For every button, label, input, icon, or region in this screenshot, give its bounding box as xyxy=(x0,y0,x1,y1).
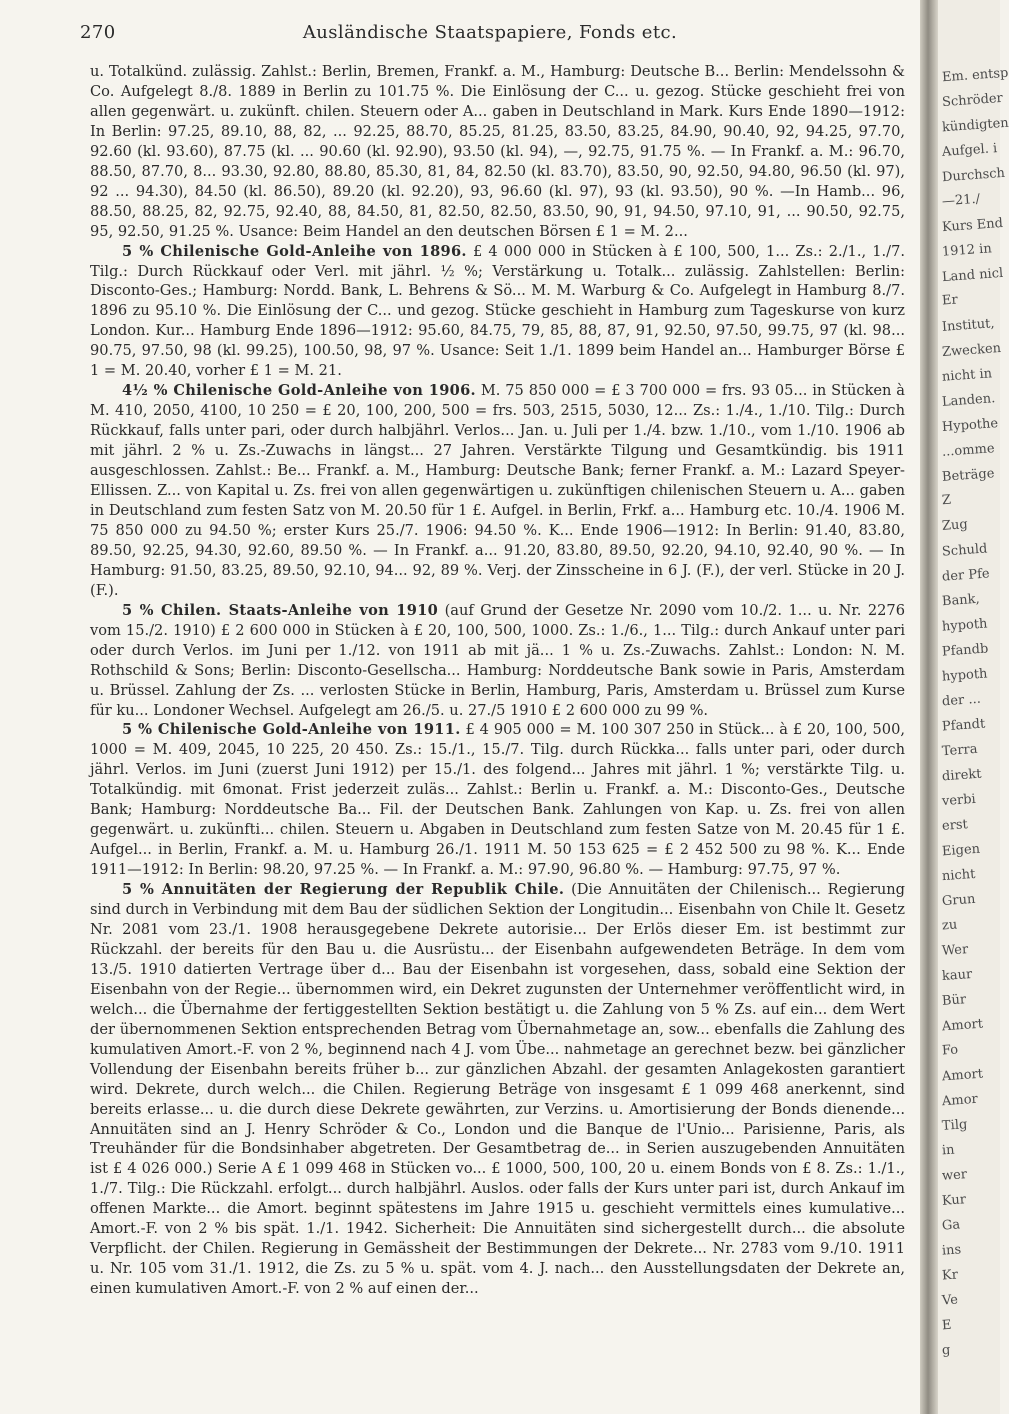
adjacent-page-fragment: Schröder xyxy=(941,90,1004,111)
body-text xyxy=(90,62,905,1299)
adjacent-page-fragment: nicht in xyxy=(941,366,993,385)
adjacent-page-fragment: g xyxy=(941,1342,951,1359)
adjacent-page-fragment: Ga xyxy=(941,1217,961,1234)
adjacent-page-fragment: Amort xyxy=(941,1016,984,1035)
adjacent-page-fragment: Pfandb xyxy=(941,641,989,660)
adjacent-page-fragment: Bür xyxy=(941,992,967,1009)
adjacent-page-fragment: ...omme xyxy=(941,441,996,460)
adjacent-page-fragment: nicht xyxy=(941,866,976,885)
adjacent-page-fragment: kündigten xyxy=(941,115,1009,136)
adjacent-page-fragment: Zwecken xyxy=(941,340,1002,361)
entry-1910-state-loan xyxy=(90,601,905,721)
adjacent-page-fragment: der ... xyxy=(941,691,982,710)
adjacent-page-fragment: Schuld xyxy=(941,541,988,560)
adjacent-page-fragment: Bank, xyxy=(941,591,981,610)
adjacent-page-fragment: Eigen xyxy=(941,841,981,860)
adjacent-page-fragment: Z xyxy=(941,492,952,509)
adjacent-page-fragment: Grun xyxy=(941,891,976,910)
adjacent-page-fragment: Land nicl xyxy=(941,265,1004,286)
entry-title: 5 % Chilenische Gold-Anleihe von 1911. xyxy=(122,721,461,739)
entry-text: (auf Grund der Gesetze Nr. 2090 vom 10./2. 1... u. Nr. 2276 vom 15./2. 1910) £ 2 600 000 in Stücken à £ 20, 100, 500, 1000. Zs.: 1./6., 1... Tilg.: durch Ankauf unter pari oder durch Verlos. im Juni per 1./12. von 1911 ab mit jä... 1 % u. Zs.-Zuwachs. Zahlst.: London: N. M. Rothschild & Sons; Berlin: Disconto-Gesellscha... Hamburg: Norddeutsche Bank sowie in Paris, Amsterdam u. Brüssel. Zahlung der Zs. ... verlosten Stücke in Berlin, Hamburg, Paris, Amsterdam u. Brüssel zum Kurse für ku... Londoner Wechsel. Aufgelegt am 26./5. u. 27./5 1910 £ 2 600 000 zu 99 %. xyxy=(90,601,906,719)
adjacent-page-fragment: Kur xyxy=(941,1192,967,1209)
adjacent-page-fragment: in xyxy=(941,1142,956,1159)
adjacent-page-fragment: erst xyxy=(941,817,969,834)
adjacent-page-fragment: Ve xyxy=(941,1292,959,1309)
adjacent-page-edge xyxy=(938,0,1009,1414)
book-gutter xyxy=(920,0,938,1414)
entry-text: M. 75 850 000 = £ 3 700 000 = frs. 93 05... in Stücken à M. 410, 2050, 4100, 10 250 = £ 20, 100, 200, 500 = frs. 503, 2515, 5030, 12... Zs.: 1./4., 1./10. Tilg.: Durch Rückkauf, falls unter pari, oder durch halbjährl. Verlos... Jan. u. Juli per 1./4. bzw. 1./10., vom 1./10. 1906 ab mit jährl. 2 % u. Zs.-Zuwachs in längst... 27 Jahren. Verstärkte Tilgung und Gesamtkündig. bis 1911 ausgeschlossen. Zahlst.: Be... Frankf. a. M., Hamburg: Deutsche Bank; ferner Frankf. a. M.: Lazard Speyer-Ellissen. Z... von Kapital u. Zs. frei von allen gegenwärtigen u. zukünftigen chilenischen Steuern u. A... gaben in Deutschland zum festen Satz von M. 20.50 für 1 £. Aufgel. in Berlin, Frkf. a... Hamburg etc. 10./4. 1906 M. 75 850 000 zu 94.50 %; erster Kurs 25./7. 1906: 94.50 %. K... Ende 1906—1912: In Berlin: 91.40, 83.80, 89.50, 92.25, 94.30, 92.60, 89.50 %. — In Frankf. a... 91.20, 83.80, 89.50, 92.20, 94.10, 92.40, 90 %. — In Hamburg: 91.50, 83.25, 89.50, 92.10, 94... 92, 89 %. Verj. der Zinsscheine in 6 J. (F.), der verl. Stücke in 20 J. (F.). xyxy=(90,382,906,599)
entry-title: 4½ % Chilenische Gold-Anleihe von 1906. xyxy=(122,382,476,400)
adjacent-page-fragment: Terra xyxy=(941,741,979,760)
entry-1896-gold-loan xyxy=(90,242,905,382)
entry-text: £ 4 000 000 in Stücken à £ 100, 500, 1... Zs.: 2./1., 1./7. Tilg.: Durch Rückkauf oder Verl. mit jährl. ½ %; Verstärkung u. Totalk... zulässig. Zahlstellen: Berlin: Disconto-Ges.; Hamburg: Nordd. Bank, L. Behrens & Sö... M. M. Warburg & Co. Aufgelegt in Hamburg 8./7. 1896 zu 95.10 %. Die Einlösung der C... und gezog. Stücke geschieht in Hamburg zum Tageskurse von kurz London. Kur... Hamburg Ende 1896—1912: 95.60, 84.75, 79, 85, 88, 87, 91, 92.50, 97.50, 99.75, 97 (kl. 98... 90.75, 97.50, 98 (kl. 99.25), 100.50, 98, 97 %. Usance: Seit 1./1. 1899 beim Handel an... Hamburger Börse £ 1 = M. 20.40, vorher £ 1 = M. 21. xyxy=(90,242,906,380)
entry-1911-gold-loan xyxy=(90,720,905,880)
adjacent-page-fragment: Zug xyxy=(941,517,969,534)
adjacent-page-fragment: Aufgel. i xyxy=(941,141,998,160)
running-head xyxy=(80,22,900,50)
adjacent-page-fragment: hypoth xyxy=(941,616,988,635)
adjacent-page-fragment: verbi xyxy=(941,791,977,810)
adjacent-page-fragment: Hypothe xyxy=(941,416,999,435)
adjacent-page-fragment: Amor xyxy=(941,1091,979,1110)
adjacent-page-fragment: direkt xyxy=(941,766,982,785)
adjacent-page-fragment: Beträge xyxy=(941,466,995,485)
page-number: 270 xyxy=(80,22,116,43)
entry-annuities-chile xyxy=(90,880,905,1299)
paragraph-text: u. Totalkünd. zulässig. Zahlst.: Berlin, Bremen, Frankf. a. M., Hamburg: Deutsche B... Berlin: Mendelssohn & Co. Aufgelegt 8./8. 1889 in Berlin zu 101.75 %. Die Einlösung der C... u. gezog. Stücke geschieht frei von allen gegenwärt. u. zukünft. chilen. Steuern oder A... gaben in Deutschland in Mark. Kurs Ende 1890—1912: In Berlin: 97.25, 89.10, 88, 82, ... 92.25, 88.70, 85.25, 81.25, 83.50, 83.25, 84.90, 90.40, 92, 94.25, 97.70, 92.60 (kl. 93.60), 87.75 (kl. ... 90.60 (kl. 92.90), 93.50 (kl. 94), —, 92.75, 91.75 %. — In Frankf. a. M.: 96.70, 88.50, 87.70, 8... 93.30, 92.80, 88.80, 85.30, 81, 84, 82.50 (kl. 83.70), 83.50, 90, 92.50, 94.80, 96.50 (kl. 97), 92 ... 94.30), 84.50 (kl. 86.50), 89.20 (kl. 92.20), 93, 96.60 (kl. 97), 93 (kl. 93.50), 90 %. —In Hamb... 96, 88.50, 88.25, 82, 92.75, 92.40, 88, 84.50, 81, 82.50, 82.50, 83.50, 90, 91, 94.50, 97.10, 91, ... 90.50, 92.75, 95, 92.50, 91.25 %. Usance: Beim Handel an den deutschen Börsen £ 1 = M. 2... xyxy=(90,63,905,240)
adjacent-page-fragment: Kr xyxy=(941,1267,959,1284)
adjacent-page-fragment: wer xyxy=(941,1167,968,1184)
entry-title: 5 % Chilenische Gold-Anleihe von 1896. xyxy=(122,242,467,260)
adjacent-page-fragment: hypoth xyxy=(941,666,988,685)
entry-title: 5 % Chilen. Staats-Anleihe von 1910 xyxy=(122,601,439,619)
adjacent-page-fragment: Kurs End xyxy=(941,215,1004,236)
adjacent-page-fragment: Amort xyxy=(941,1066,984,1085)
page-header-title: Ausländische Staatspapiere, Fonds etc. xyxy=(302,22,678,43)
adjacent-page-fragment: Institut, xyxy=(941,316,995,335)
paragraph-continuation xyxy=(90,62,905,242)
adjacent-page-fragment: der Pfe xyxy=(941,566,991,585)
entry-1906-gold-loan xyxy=(90,381,905,600)
adjacent-page-fragment: Tilg xyxy=(941,1117,968,1134)
entry-text: (Die Annuitäten der Chilenisch... Regierung sind durch in Verbindung mit dem Bau der südlichen Sektion der Longitudin... Eisenbahn von Chile lt. Gesetz Nr. 2081 vom 23./1. 1908 herausgegebene Dekrete autorisie... Der Erlös dieser Em. ist bestimmt zur Rückzahl. der bereits für den Bau u. die Ausrüstu... der Eisenbahn aufgewendeten Beträge. In dem vom 13./5. 1910 datierten Vertrage über d... Bau der Eisenbahn ist vorgesehen, dass, sobald eine Sektion der Eisenbahn von der Regie... übernommen wird, ein Dekret zugunsten der Unternehmer veröffentlicht wird, in welch... die Übernahme der fertiggestellten Sektion bestätigt u. die Zahlung von 5 % Zs. auf ein... dem Wert der übernommenen Sektion entsprechenden Betrag vom Übernahmetage an, sow... ebenfalls die Zahlung des kumulativen Amort.-F. von 2 %, beginnend nach 4 J. vom Übe... nahmetage an gerechnet bezw. bei gänzlicher Vollendung der Eisenbahn bereits früher b... zur gänzlichen Abzahl. der gesamten Anlagekosten garantiert wird. Dekrete, durch welch... die Chilen. Regierung Beträge von insgesamt £ 1 099 468 anerkennt, sind bereits erlasse... u. die durch diese Dekrete gewährten, zur Verzins. u. Amortisierung der Bonds dienende... Annuitäten sind an J. Henry Schröder & Co., London und die Banque de l'Unio... Parisienne, Paris, als Treuhänder für die Bondsinhaber abgetreten. Der Gesamtbetrag de... in Serien auszugebenden Annuitäten ist £ 4 026 000.) Serie A £ 1 099 468 in Stücken vo... £ 1000, 500, 100, 20 u. einem Bonds von £ 8. Zs.: 1./1., 1./7. Tilg.: Die Rückzahl. erfolgt... durch halbjährl. Auslos. oder falls der Kurs unter pari ist, durch Ankauf im offenen Markte... die Amort. beginnt spätestens im Jahre 1915 u. geschieht vermittels eines kumulative... Amort.-F. von 2 % bis spät. 1./1. 1942. Sicherheit: Die Annuitäten sind sichergestellt durch... die absolute Verpflicht. der Chilen. Regierung in Gemässheit der Bestimmungen der Dekrete... Nr. 2783 vom 9./10. 1911 u. Nr. 105 vom 31./1. 1912, die Zs. zu 5 % u. spät. vom 4. J. nach... den Ausstellungsdaten der Dekrete an, einen kumulativen Amort.-F. von 2 % auf einen der... xyxy=(90,881,906,1298)
adjacent-page-fragment: Fo xyxy=(941,1042,959,1059)
adjacent-page-fragment: ins xyxy=(941,1242,962,1259)
adjacent-page-fragment: Wer xyxy=(941,942,969,959)
entry-text: £ 4 905 000 = M. 100 307 250 in Stück... à £ 20, 100, 500, 1000 = M. 409, 2045, 10 225, 20 450. Zs.: 15./1., 15./7. Tilg. durch Rückka... falls unter pari, oder durch jährl. Verlos. im Juni (zuerst Juni 1912) per 15./1. des folgend... Jahres mit jährl. 1 %; verstärkte Tilg. u. Totalkündig. mit 6monat. Frist jederzeit zuläs... Zahlst.: Berlin u. Frankf. a. M.: Disconto-Ges., Deutsche Bank; Hamburg: Norddeutsche Ba... Fil. der Deutschen Bank. Zahlungen von Kap. u. Zs. frei von allen gegenwärt. u. zukünfti... chilen. Steuern u. Abgaben in Deutschland zum festen Satze von M. 20.45 für 1 £. Aufgel... in Berlin, Frankf. a. M. u. Hamburg 26./1. 1911 M. 50 153 625 = £ 2 452 500 zu 98 %. K... Ende 1911—1912: In Berlin: 98.20, 97.25 %. — In Frankf. a. M.: 97.90, 96.80 %. — Hamburg: 97.75, 97 %. xyxy=(90,721,905,879)
adjacent-page-fragment: zu xyxy=(941,917,958,934)
adjacent-page-fragment: Er xyxy=(941,292,959,309)
adjacent-page-fragment: E xyxy=(941,1317,953,1334)
adjacent-page-fragment: Em. entsp xyxy=(941,65,1009,86)
adjacent-page-fragment: —21./ xyxy=(941,191,981,210)
adjacent-page-fragment: kaur xyxy=(941,966,973,985)
entry-title: 5 % Annuitäten der Regierung der Republik Chile. xyxy=(122,881,565,899)
adjacent-page-fragment: Landen. xyxy=(941,391,996,410)
adjacent-page-fragment: 1912 in xyxy=(941,241,993,260)
adjacent-page-fragment: Durchsch xyxy=(941,165,1006,186)
adjacent-page-fragment: Pfandt xyxy=(941,716,986,735)
